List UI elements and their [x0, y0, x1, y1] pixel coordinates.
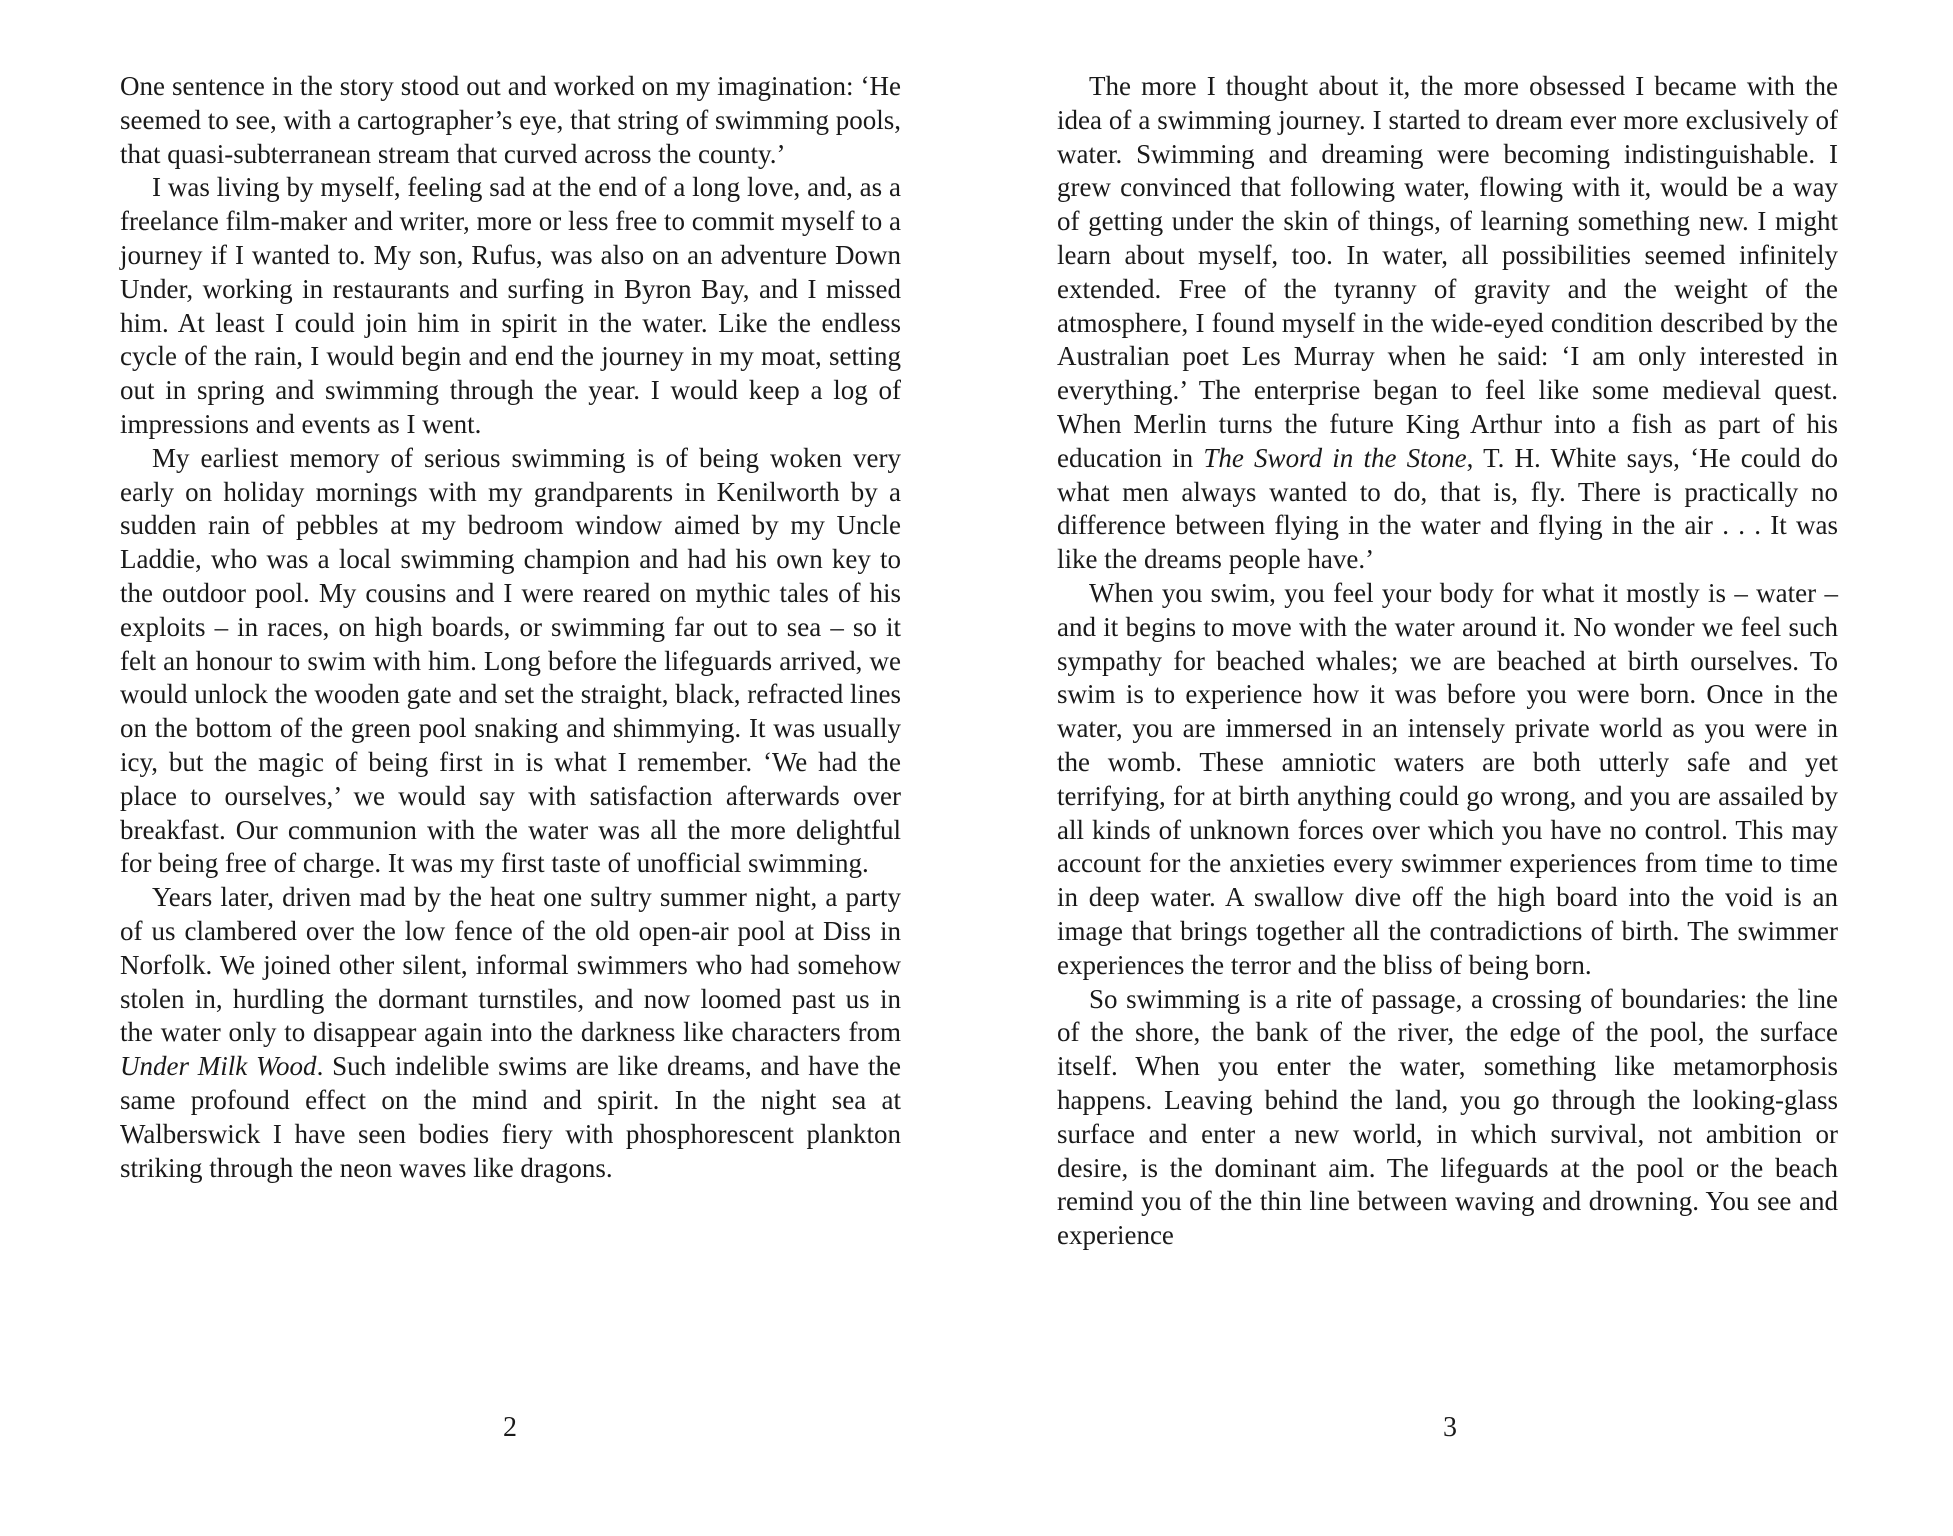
- book-title-italic: The Sword in the Stone: [1203, 442, 1467, 473]
- paragraph-text: , T. H. White says, ‘He could do what men always wanted to do, that is, fly. There is practically no difference between flying in the water and flying in the air . . . It was like the dreams people have.’: [1057, 442, 1838, 575]
- left-paragraph-2: [120, 171, 901, 441]
- right-page: [1057, 70, 1838, 1253]
- paragraph-text: So swimming is a rite of passage, a crossing of boundaries: the line of the shore, the bank of the river, the edge of the pool, the surface itself. When you enter the water, something like metamorphosis happens. Leaving behind the land, you go through the looking-glass surface and enter a new world, in which survival, not ambition or desire, is the dominant aim. The lifeguards at the pool or the beach remind you of the thin line between waving and drowning. You see and experience: [1057, 983, 1838, 1251]
- page-number-right: 3: [1443, 1412, 1457, 1443]
- paragraph-text: My earliest memory of serious swimming is of being woken very early on holiday mornings with my grandparents in Kenilworth by a sudden rain of pebbles at my bedroom window aimed by my Uncle Laddie, who was a local swimming champion and had his own key to the outdoor pool. My cousins and I were reared on mythic tales of his exploits – in races, on high boards, or swimming far out to sea – so it felt an honour to swim with him. Long before the lifeguards arrived, we would unlock the wooden gate and set the straight, black, refracted lines on the bottom of the green pool snaking and shimmying. It was usually icy, but the magic of being first in is what I remember. ‘We had the place to ourselves,’ we would say with satisfaction afterwards over breakfast. Our communion with the water was all the more delightful for being free of charge. It was my first taste of unofficial swimming.: [120, 442, 901, 879]
- book-title-italic: Under Milk Wood: [120, 1051, 317, 1082]
- left-page: [120, 70, 901, 1185]
- paragraph-text: When you swim, you feel your body for what it mostly is – water – and it begins to move with the water around it. No wonder we feel such sympathy for beached whales; we are beached at birth ourselves. To swim is to experience how it was before you were born. Once in the water, you are immersed in an intensely private world as you were in the womb. These amniotic waters are both utterly safe and yet terrifying, for at birth anything could go wrong, and you are assailed by all kinds of unknown forces over which you have no control. This may account for the anxieties every swimmer experiences from time to time in deep water. A swallow dive off the high board into the void is an image that brings together all the contradictions of birth. The swimmer experiences the terror and the bliss of being born.: [1057, 577, 1838, 980]
- page-number-left: 2: [503, 1412, 517, 1443]
- paragraph-text: One sentence in the story stood out and worked on my imagination: ‘He seemed to see, with a cartographer’s eye, that string of swimming pools, that quasi-subterranean stream that curved across the county.’: [120, 71, 901, 169]
- paragraph-text: I was living by myself, feeling sad at the end of a long love, and, as a freelance film-maker and writer, more or less free to commit myself to a journey if I wanted to. My son, Rufus, was also on an adventure Down Under, working in restaurants and surfing in Byron Bay, and I missed him. At least I could join him in spirit in the water. Like the endless cycle of the rain, I would begin and end the journey in my moat, setting out in spring and swimming through the year. I would keep a log of impressions and events as I went.: [120, 172, 901, 439]
- left-paragraph-3: [120, 442, 901, 881]
- left-paragraph-4: [120, 881, 901, 1185]
- right-paragraph-1: [1057, 70, 1838, 577]
- paragraph-text: Years later, driven mad by the heat one sultry summer night, a party of us clambered over the low fence of the old open-air pool at Diss in Norfolk. We joined other silent, informal swimmers who had somehow stolen in, hurdling the dormant turnstiles, and now loomed past us in the water only to disappear again into the darkness like characters from: [120, 882, 901, 1048]
- paragraph-text: . Such indelible swims are like dreams, and have the same profound effect on the mind and spirit. In the night sea at Walberswick I have seen bodies fiery with phosphorescent plankton striking through the neon waves like dragons.: [120, 1051, 901, 1183]
- right-paragraph-2: [1057, 577, 1838, 983]
- left-paragraph-1: [120, 70, 901, 171]
- right-paragraph-3: [1057, 983, 1838, 1253]
- paragraph-text: The more I thought about it, the more obsessed I became with the idea of a swimming journey. I started to dream ever more exclusively of water. Swimming and dreaming were becoming indistinguishable. I grew convinced that following water, flowing with it, would be a way of getting under the skin of things, of learning something new. I might learn about myself, too. In water, all possibilities seemed infinitely extended. Free of the tyranny of gravity and the weight of the atmosphere, I found myself in the wide-eyed condition described by the Australian poet Les Murray when he said: ‘I am only interested in everything.’ The enterprise began to feel like some medieval quest. When Merlin turns the future King Arthur into a fish as part of his education in: [1057, 71, 1838, 473]
